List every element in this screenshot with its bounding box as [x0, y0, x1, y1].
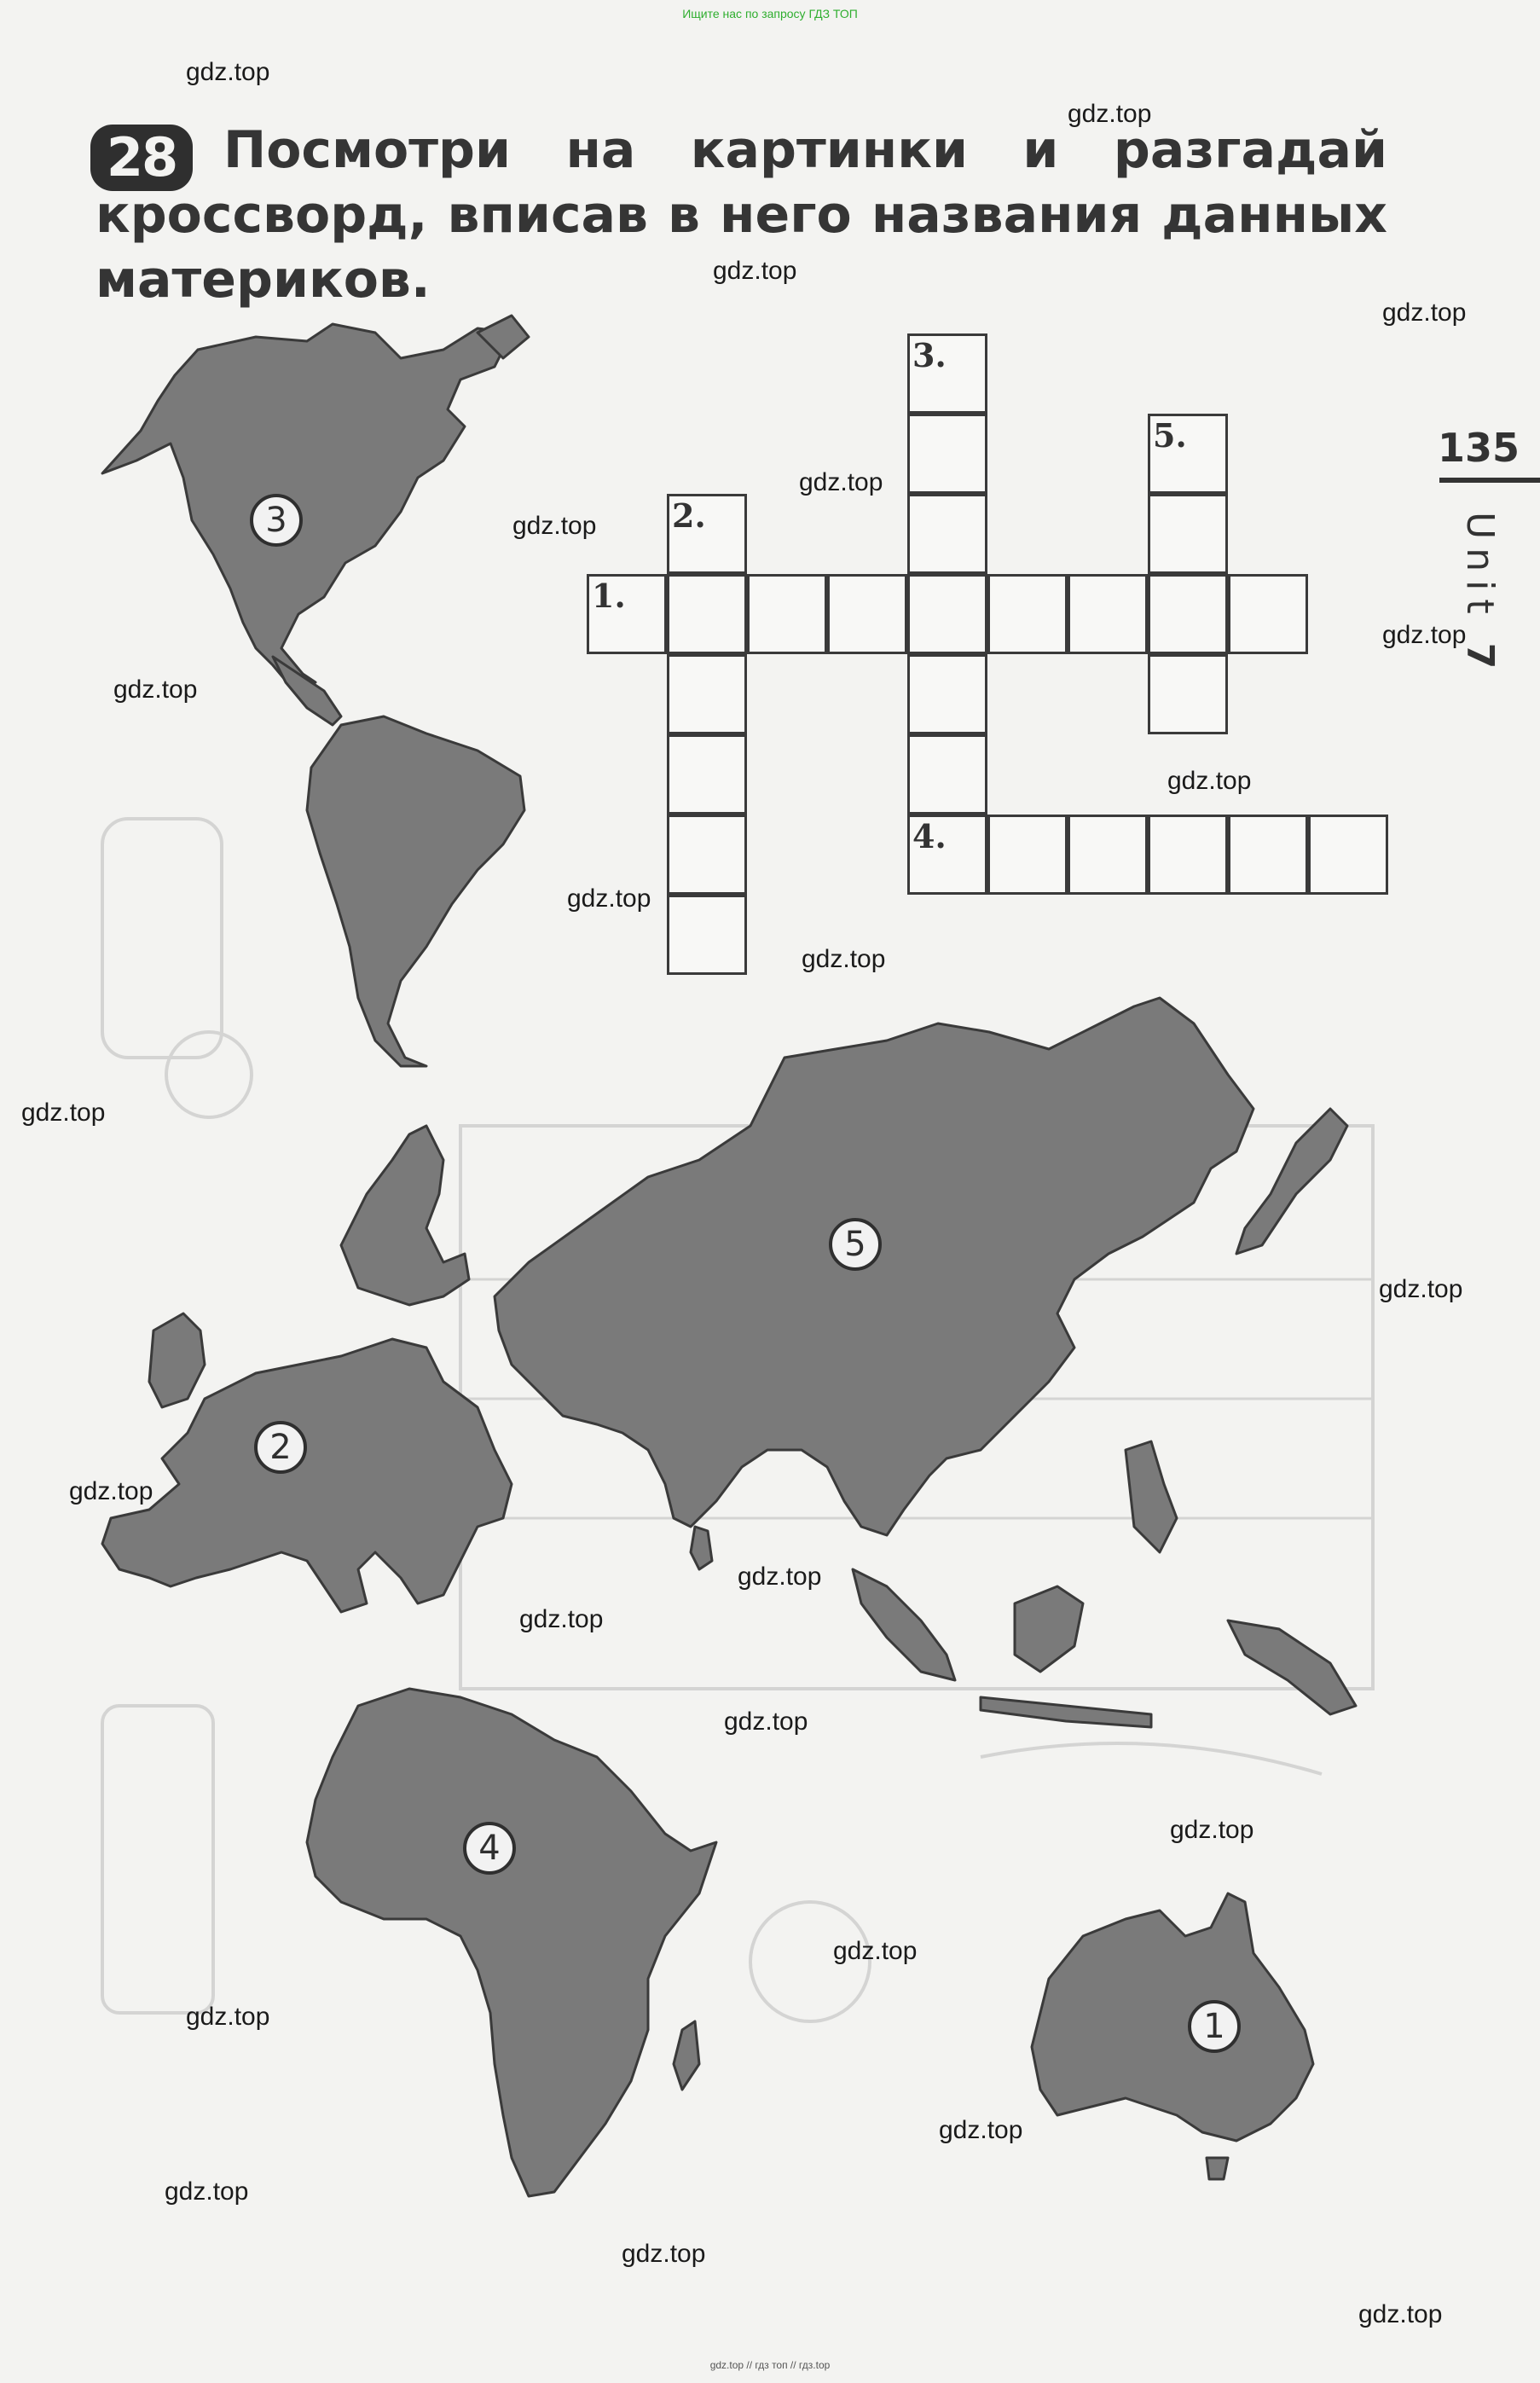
- watermark: gdz.top: [512, 512, 597, 540]
- scandinavia-shape: [341, 1126, 469, 1305]
- continent-label-3: 3: [250, 494, 303, 547]
- watermark: gdz.top: [69, 1477, 153, 1505]
- watermark: gdz.top: [799, 468, 883, 496]
- crossword-cell[interactable]: [987, 574, 1068, 654]
- continent-label-1: 1: [1188, 2000, 1241, 2053]
- crossword-cell[interactable]: [1148, 494, 1228, 574]
- crossword-cell[interactable]: [667, 815, 747, 895]
- top-banner: Ищите нас по запросу ГДЗ ТОП: [682, 7, 858, 20]
- watermark: gdz.top: [724, 1708, 808, 1736]
- australia-shape: [1032, 1893, 1313, 2141]
- crossword-number-1: 1.: [592, 577, 626, 615]
- crossword-cell[interactable]: [667, 654, 747, 734]
- watermark: gdz.top: [113, 675, 198, 704]
- crossword-number-5: 5.: [1153, 416, 1187, 455]
- watermark: gdz.top: [165, 2177, 249, 2206]
- unit-number: 7: [1458, 642, 1502, 678]
- crossword-number-4: 4.: [912, 817, 947, 855]
- british-isles-shape: [149, 1313, 205, 1407]
- south-america-shape: [307, 716, 524, 1066]
- crossword-cell[interactable]: [1148, 574, 1228, 654]
- crossword-cell[interactable]: [1228, 815, 1308, 895]
- crossword-cell[interactable]: [1228, 574, 1308, 654]
- watermark: gdz.top: [738, 1563, 822, 1591]
- java-shape: [981, 1697, 1151, 1727]
- watermark: gdz.top: [1167, 767, 1252, 795]
- crossword-cell[interactable]: [827, 574, 907, 654]
- crossword-cell[interactable]: [1148, 654, 1228, 734]
- north-america-shape: [102, 324, 512, 691]
- crossword-cell[interactable]: [747, 574, 827, 654]
- continent-label-5: 5: [829, 1218, 882, 1271]
- crossword-number-2: 2.: [672, 496, 706, 535]
- crossword-cell[interactable]: [987, 815, 1068, 895]
- watermark: gdz.top: [1379, 1275, 1463, 1303]
- continent-label-4: 4: [463, 1822, 516, 1875]
- watermark: gdz.top: [567, 884, 651, 913]
- watermark: gdz.top: [1358, 2300, 1443, 2328]
- crossword-cell[interactable]: [907, 654, 987, 734]
- borneo-shape: [1015, 1586, 1083, 1672]
- watermark: gdz.top: [622, 2240, 706, 2268]
- watermark: gdz.top: [519, 1605, 604, 1633]
- watermark: gdz.top: [1382, 299, 1467, 327]
- crossword-cell[interactable]: [1068, 815, 1148, 895]
- watermark: gdz.top: [833, 1937, 918, 1965]
- watermark: gdz.top: [713, 257, 797, 285]
- crossword-cell[interactable]: [907, 574, 987, 654]
- crossword-cell[interactable]: [907, 494, 987, 574]
- watermark: gdz.top: [1170, 1816, 1254, 1844]
- watermark: gdz.top: [939, 2116, 1023, 2144]
- tasmania-shape: [1207, 2158, 1228, 2179]
- crossword-cell[interactable]: [1308, 815, 1388, 895]
- bottom-banner: gdz.top // гдз топ // гдз.top: [709, 2359, 831, 2371]
- watermark: gdz.top: [802, 945, 886, 973]
- crossword-cell[interactable]: [667, 574, 747, 654]
- central-america-shape: [273, 657, 341, 725]
- watermark: gdz.top: [21, 1099, 106, 1127]
- new-guinea-shape: [1228, 1621, 1356, 1714]
- page-number: 135: [1438, 425, 1520, 471]
- crossword-number-3: 3.: [912, 336, 947, 374]
- sri-lanka-shape: [691, 1527, 712, 1569]
- indonesia-shape: [853, 1569, 955, 1680]
- crossword-cell[interactable]: [1148, 815, 1228, 895]
- unit-word: Unit: [1458, 512, 1502, 623]
- crossword-cell[interactable]: [907, 734, 987, 815]
- crossword-cell[interactable]: [667, 734, 747, 815]
- philippines-shape: [1126, 1441, 1177, 1552]
- crossword-cell[interactable]: [667, 895, 747, 975]
- exercise-number-badge: 28: [90, 125, 193, 191]
- instruction-text: Посмотри на картинки и разгадай кроссворд, вписав в него названия данных материков.: [96, 120, 1387, 310]
- madagascar-shape: [674, 2021, 699, 2090]
- watermark: gdz.top: [1382, 621, 1467, 649]
- watermark: gdz.top: [186, 58, 270, 86]
- watermark: gdz.top: [1068, 100, 1152, 128]
- crossword-cell[interactable]: [907, 414, 987, 494]
- crossword-cell[interactable]: [1068, 574, 1148, 654]
- watermark: gdz.top: [186, 2003, 270, 2031]
- japan-shape: [1236, 1109, 1347, 1254]
- continent-label-2: 2: [254, 1421, 307, 1474]
- africa-shape: [307, 1689, 716, 2196]
